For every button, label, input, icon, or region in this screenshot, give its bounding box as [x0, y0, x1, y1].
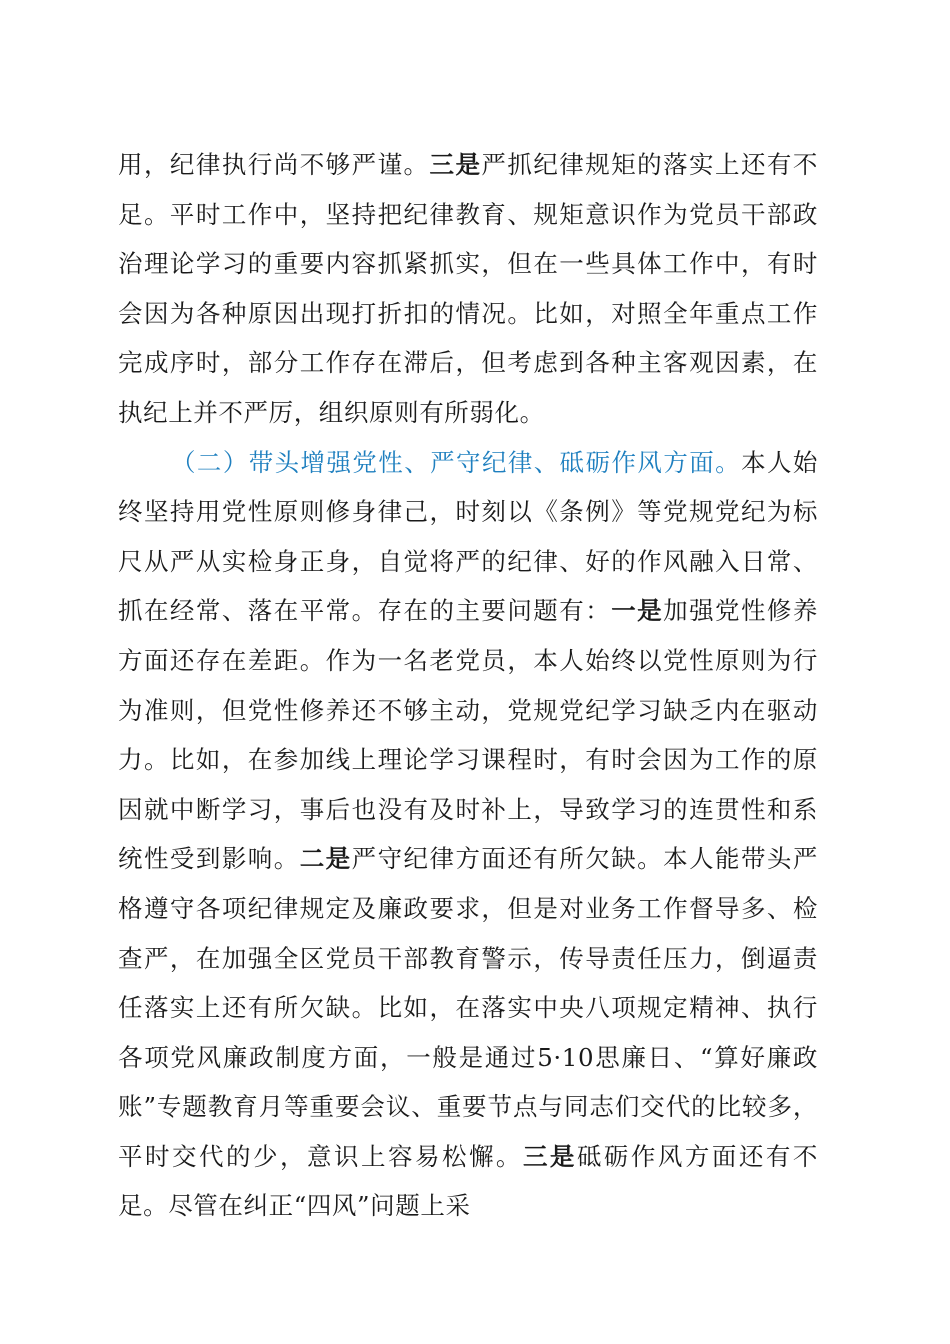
paragraph-text: 严抓纪律规矩的落实上还有不足。平时工作中，坚持把纪律教育、规矩意识作为党员干部政治理论学习的重要内容抓紧抓实，但在一些具体工作中，有时会因为各种原因出现打折扣的情况。比如，对照全年重点工作完成序时，部分工作存在滞后，但考虑到各种主客观因素，在执纪上并不严厉，组织原则有所弱化。: [118, 150, 818, 427]
paragraph-discipline-execution: [118, 140, 818, 438]
keyword-second: 二是: [299, 844, 352, 874]
paragraph-text: 本人始终坚持用党性原则修身律己，时刻以《条例》等党规党纪为标尺从严从实检身正身，自觉将严的纪律、好的作风融入日常、抓在经常、落在平常。存在的主要问题有：: [118, 447, 818, 626]
section-heading: （二）带头增强党性、严守纪律、砥砺作风方面。: [171, 447, 742, 477]
paragraph-text: 用，纪律执行尚不够严谨。: [118, 150, 430, 179]
paragraph-text: 加强党性修养方面还存在差距。作为一名老党员，本人始终以党性原则为行为准则，但党性修养还不够主动，党规党纪学习缺乏内在驱动力。比如，在参加线上理论学习课程时，有时会因为工作的原因就中断学习，事后也没有及时补上，导致学习的连贯性和系统性受到影响。: [118, 596, 818, 874]
paragraph-text: 严守纪律方面还有所欠缺。本人能带头严格遵守各项纪律规定及廉政要求，但是对业务工作督导多、检查严，在加强全区党员干部教育警示，传导责任压力，倒逼责任落实上还有所欠缺。比如，在落实中央八项规定精神、执行各项党风廉政制度方面，一般是通过5·10思廉日、“算好廉政账”专题教育月等重要会议、重要节点与同志们交代的比较多，平时交代的少，意识上容易松懈。: [118, 844, 818, 1171]
keyword-third: 三是: [429, 150, 482, 179]
paragraph-text: 砥砺作风方面还有不足。尽管在纠正“四风”问题上采: [118, 1141, 819, 1221]
paragraph-party-spirit: [118, 438, 818, 1232]
document-page: [118, 140, 818, 1231]
keyword-first: 一是: [611, 596, 664, 626]
keyword-third: 三是: [522, 1141, 577, 1171]
